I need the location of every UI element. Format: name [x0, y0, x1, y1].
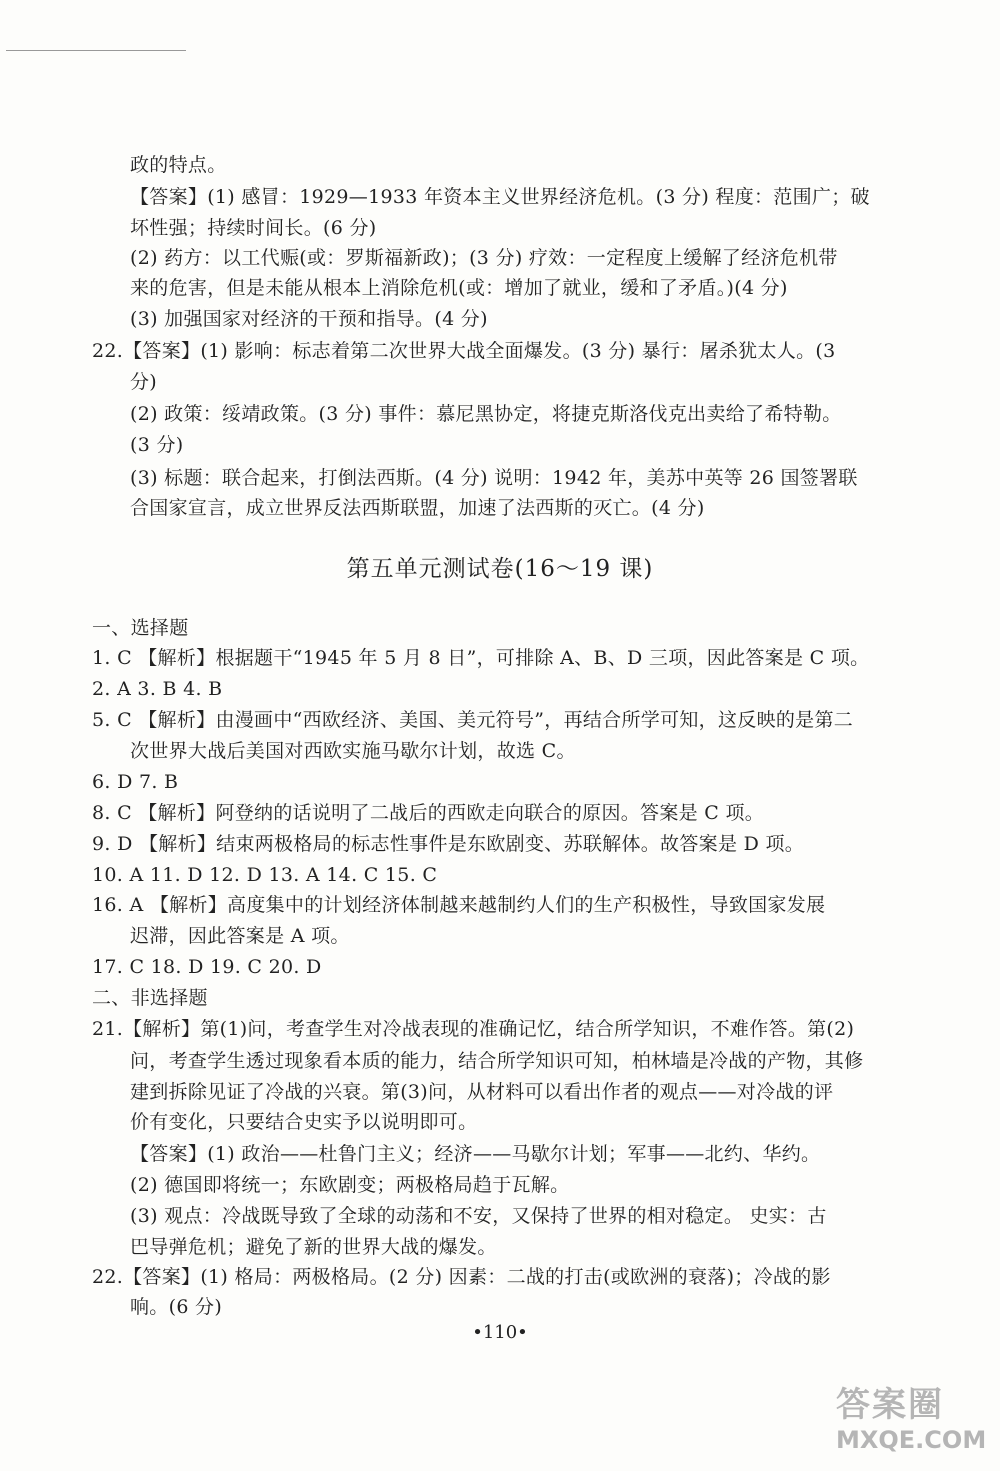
- text-line: (3) 标题：联合起来，打倒法西斯。(4 分) 说明：1942 年，美苏中英等 26 国签署联: [130, 467, 858, 489]
- text-line: 21.【解析】第(1)问，考查学生对冷战表现的准确记忆，结合所学知识，不难作答。第(2): [92, 1018, 855, 1040]
- text-line: 【答案】(1) 政治——杜鲁门主义；经济——马歇尔计划；军事——北约、华约。: [130, 1143, 821, 1165]
- text-line: 价有变化，只要结合史实予以说明即可。: [130, 1111, 478, 1133]
- text-line: (3 分): [130, 434, 184, 456]
- text-line: 9. D 【解析】结束两极格局的标志性事件是东欧剧变、苏联解体。故答案是 D 项。: [92, 833, 805, 855]
- text-line: (3) 观点：冷战既导致了全球的动荡和不安，又保持了世界的相对稳定。 史实：古: [130, 1205, 827, 1227]
- text-line: 政的特点。: [130, 154, 227, 176]
- text-line: 5. C 【解析】由漫画中“西欧经济、美国、美元符号”，再结合所学可知，这反映的是第二: [92, 709, 854, 731]
- text-line: 响。(6 分): [130, 1296, 223, 1318]
- watermark-logo: [836, 1377, 987, 1457]
- section-title: 第五单元测试卷(16～19 课): [346, 556, 654, 582]
- watermark-url: MXQE.COM: [836, 1426, 987, 1454]
- page-number: •110•: [472, 1322, 528, 1343]
- text-line: 来的危害，但是未能从根本上消除危机(或：增加了就业，缓和了矛盾。)(4 分): [130, 277, 788, 299]
- text-line: 8. C 【解析】阿登纳的话说明了二战后的西欧走向联合的原因。答案是 C 项。: [92, 802, 765, 824]
- text-line: 问，考查学生透过现象看本质的能力，结合所学知识可知，柏林墙是冷战的产物，其修: [130, 1050, 864, 1072]
- text-line: (2) 政策：绥靖政策。(3 分) 事件：慕尼黑协定，将捷克斯洛伐克出卖给了希特勒。: [130, 403, 842, 425]
- text-line: 次世界大战后美国对西欧实施马歇尔计划，故选 C。: [130, 740, 576, 762]
- text-line: (3) 加强国家对经济的干预和指导。(4 分): [130, 308, 488, 330]
- text-line: 【答案】(1) 感冒：1929—1933 年资本主义世界经济危机。(3 分) 程度：范围广；破: [130, 186, 870, 208]
- text-line: 合国家宣言，成立世界反法西斯联盟，加速了法西斯的灭亡。(4 分): [130, 497, 705, 519]
- text-line: 17. C 18. D 19. C 20. D: [92, 956, 322, 978]
- text-line: 22.【答案】(1) 格局：两极格局。(2 分) 因素：二战的打击(或欧洲的衰落)；冷战的影: [92, 1266, 831, 1288]
- text-line: 坏性强；持续时间长。(6 分): [130, 217, 377, 239]
- text-line: 10. A 11. D 12. D 13. A 14. C 15. C: [92, 864, 438, 886]
- text-line: 巴导弹危机；避免了新的世界大战的爆发。: [130, 1236, 497, 1258]
- top-rule: [6, 50, 186, 51]
- text-line: 22.【答案】(1) 影响：标志着第二次世界大战全面爆发。(3 分) 暴行：屠杀犹太人。(3: [92, 340, 836, 362]
- text-line: (2) 德国即将统一；东欧剧变；两极格局趋于瓦解。: [130, 1174, 570, 1196]
- text-line: (2) 药方：以工代赈(或：罗斯福新政)；(3 分) 疗效：一定程度上缓解了经济危机带: [130, 247, 838, 269]
- watermark-text: 答案圈: [836, 1385, 944, 1425]
- text-line: 2. A 3. B 4. B: [92, 678, 223, 700]
- text-line: 16. A 【解析】高度集中的计划经济体制越来越制约人们的生产积极性，导致国家发展: [92, 894, 826, 916]
- text-line: 迟滞，因此答案是 A 项。: [130, 925, 350, 947]
- text-line: 1. C 【解析】根据题干“1945 年 5 月 8 日”，可排除 A、B、D 三项，因此答案是 C 项。: [92, 647, 870, 669]
- text-line: 分): [130, 371, 158, 393]
- text-line: 建到拆除见证了冷战的兴衰。第(3)问，从材料可以看出作者的观点——对冷战的评: [130, 1081, 834, 1103]
- text-line: 一、选择题: [92, 617, 189, 639]
- text-line: 二、非选择题: [92, 987, 208, 1009]
- text-line: 6. D 7. B: [92, 771, 179, 793]
